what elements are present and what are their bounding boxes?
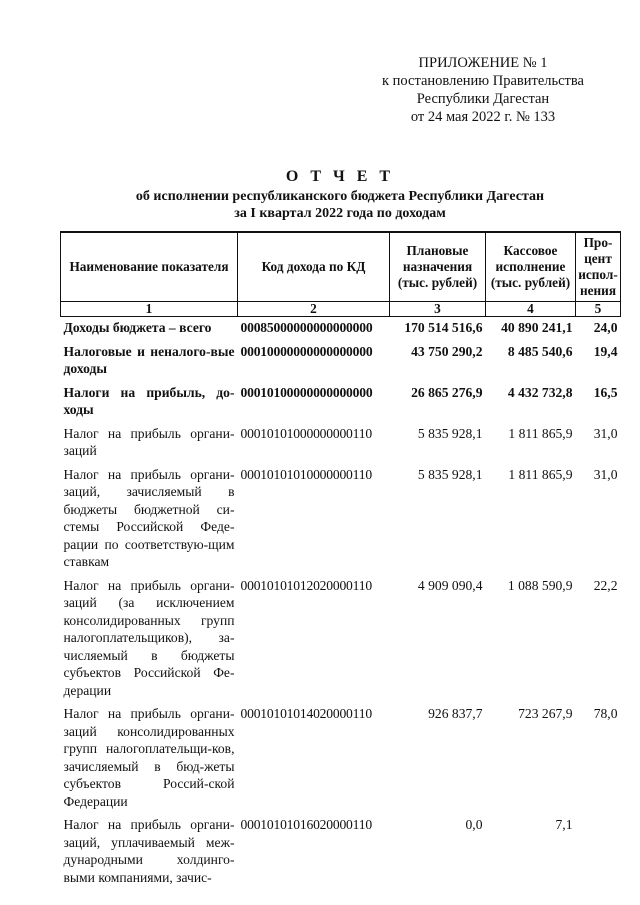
row-plan: 0,0	[465, 817, 483, 832]
row-code: 00085000000000000000	[240, 320, 373, 335]
report-subtitle-2: за I квартал 2022 года по доходам	[234, 206, 446, 221]
column-number: 2	[238, 302, 390, 317]
row-code: 00010101014020000110	[240, 706, 372, 721]
row-actual: 1 811 865,9	[508, 466, 573, 482]
row-actual: 7,1	[555, 817, 573, 832]
table-row	[61, 571, 621, 700]
row-name: Налог на прибыль органи-заций, уплачиваемый меж-дународными холдинго-выми компаниями, зачис-	[63, 817, 235, 885]
table-row	[61, 378, 621, 419]
header-actual: Кассовое исполнение (тыс. рублей)	[486, 232, 576, 302]
row-percent: 31,0	[593, 466, 618, 482]
column-number: 4	[486, 302, 576, 317]
row-percent: 24,0	[593, 320, 618, 335]
row-actual: 40 890 241,1	[501, 320, 573, 335]
row-percent	[576, 810, 621, 886]
column-number: 3	[390, 302, 486, 317]
report-title: О Т Ч Е Т	[285, 168, 395, 185]
report-subtitle-1: об исполнении республиканского бюджета Республики Дагестан	[135, 189, 545, 204]
header-plan: Плановые назначения (тыс. рублей)	[390, 232, 486, 302]
row-name: Налог на прибыль органи-заций (за исключением консолидированных групп налогоплательщиков), за-числяемый в бюджеты субъектов Российской Фе-дерации	[63, 577, 235, 698]
row-percent: 78,0	[593, 706, 618, 721]
revenue-table	[60, 231, 621, 886]
row-plan: 5 835 928,1	[417, 425, 483, 441]
header-code: Код дохода по КД	[238, 232, 390, 302]
row-name: Налоговые и неналого-вые доходы	[63, 343, 235, 376]
appendix-title: ПРИЛОЖЕНИЕ № 1	[418, 55, 548, 71]
row-percent: 16,5	[593, 384, 618, 400]
appendix-republic: Республики Дагестан	[416, 91, 550, 107]
row-percent: 31,0	[593, 425, 618, 441]
table-row	[61, 419, 621, 460]
column-number: 5	[576, 302, 621, 317]
row-percent: 22,2	[593, 577, 618, 593]
report-heading	[60, 166, 620, 222]
table-row	[61, 337, 621, 378]
row-code: 00010101000000000110	[240, 425, 372, 441]
row-name: Налог на прибыль органи-заций консолидированных групп налогоплательщи-ков, зачисляемый в бюд-жеты субъектов Россий-ской Федерации	[63, 706, 235, 809]
table-row	[61, 699, 621, 810]
row-actual: 1 811 865,9	[508, 425, 573, 441]
row-code: 00010000000000000000	[240, 343, 373, 359]
row-actual: 723 267,9	[518, 706, 573, 721]
row-actual: 8 485 540,6	[507, 343, 573, 359]
appendix-block	[378, 54, 588, 126]
row-name: Доходы бюджета – всего	[63, 320, 212, 335]
table-row	[61, 810, 621, 886]
header-name: Наименование показателя	[61, 232, 238, 302]
appendix-resolution: к постановлению Правительства	[382, 73, 584, 89]
header-percent: Про-цент испол-нения	[576, 232, 621, 302]
row-plan: 26 865 276,9	[411, 384, 483, 400]
row-plan: 43 750 290,2	[411, 343, 483, 359]
table-header-row	[61, 232, 621, 302]
row-name: Налоги на прибыль, до-ходы	[63, 384, 235, 417]
row-name: Налог на прибыль органи-заций, зачисляемый в бюджеты бюджетной си-стемы Российской Феде-рации по соответствую-щим ставкам	[63, 466, 235, 569]
row-plan: 926 837,7	[428, 706, 483, 721]
row-code: 00010101010000000110	[240, 466, 372, 482]
row-actual: 1 088 590,9	[507, 577, 573, 593]
row-name: Налог на прибыль органи-заций	[63, 425, 235, 458]
row-code: 00010101016020000110	[240, 817, 372, 832]
row-percent: 19,4	[593, 343, 618, 359]
table-row	[61, 460, 621, 571]
row-code: 00010101012020000110	[240, 577, 372, 593]
column-number-row	[61, 302, 621, 317]
row-actual: 4 432 732,8	[507, 384, 573, 400]
row-plan: 170 514 516,6	[404, 320, 483, 335]
row-plan: 4 909 090,4	[417, 577, 483, 593]
row-plan: 5 835 928,1	[417, 466, 483, 482]
column-number: 1	[61, 302, 238, 317]
table-row	[61, 317, 621, 337]
row-code: 00010100000000000000	[240, 384, 373, 400]
appendix-date: от 24 мая 2022 г. № 133	[410, 109, 556, 125]
